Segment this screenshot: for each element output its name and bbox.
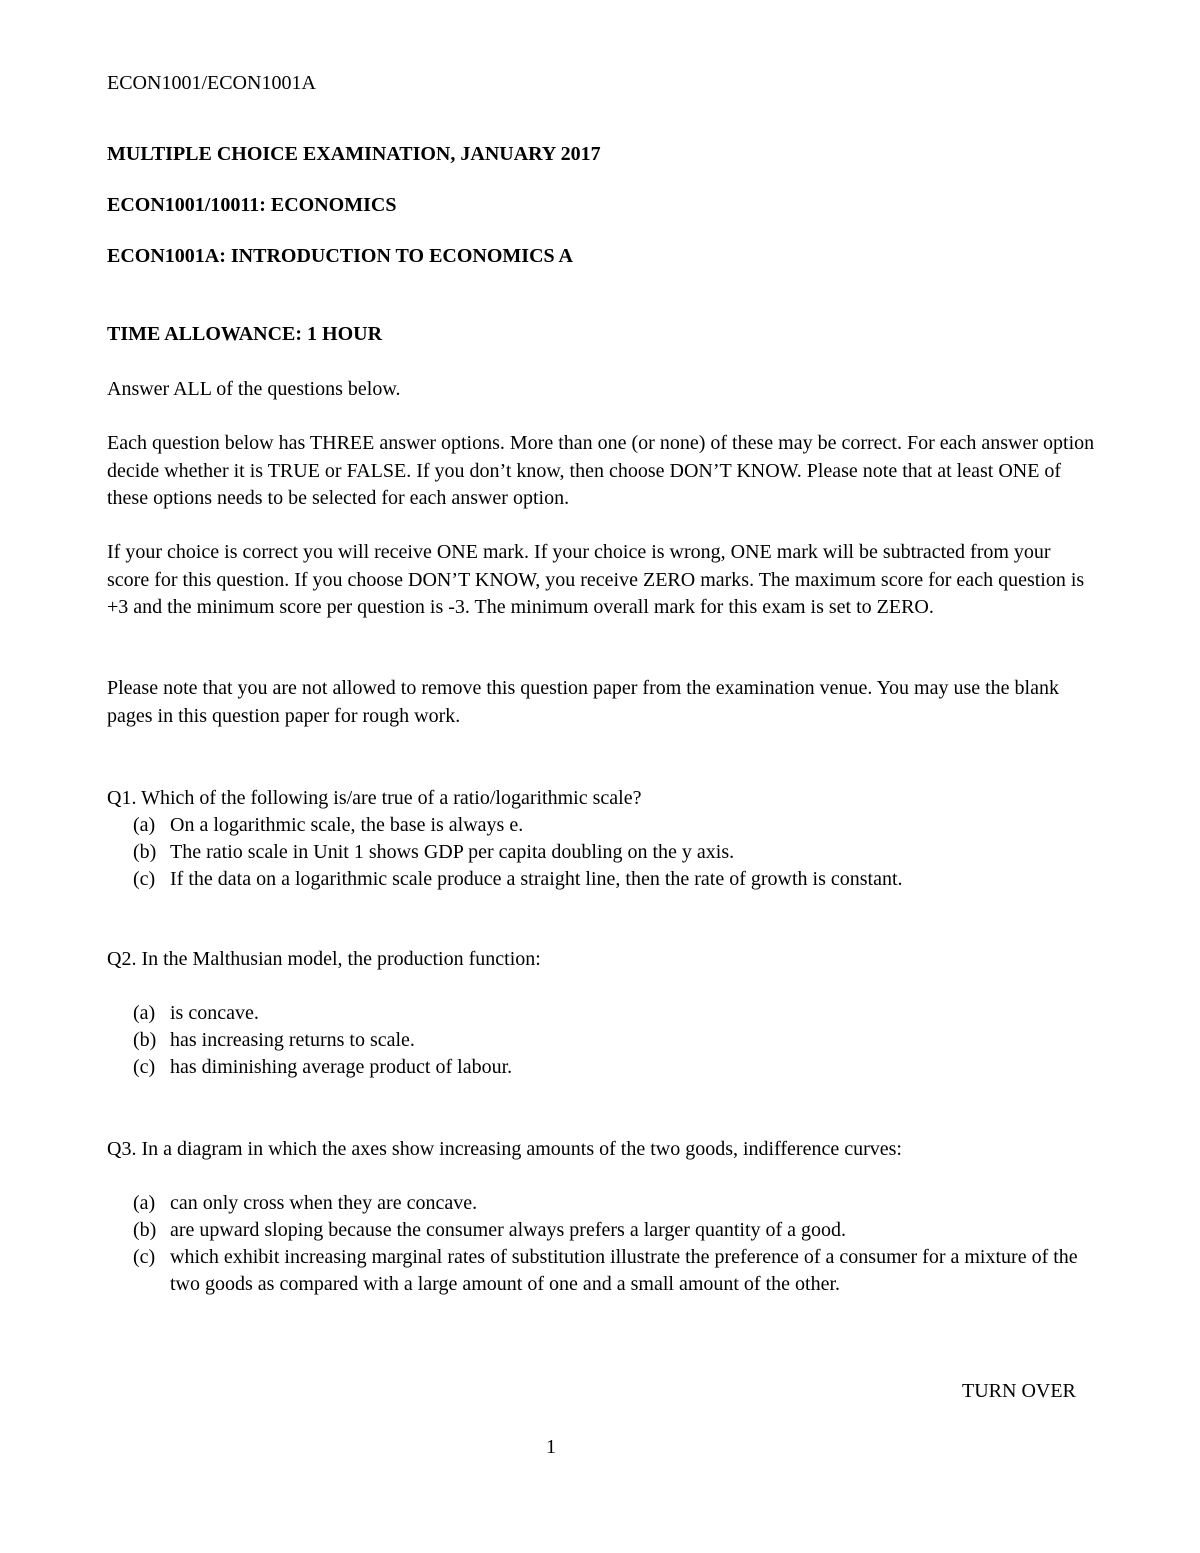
option-letter: (c): [133, 1246, 156, 1268]
time-allowance: TIME ALLOWANCE: 1 HOUR: [107, 323, 383, 345]
option-letter: (b): [133, 1219, 157, 1241]
option-letter: (b): [133, 841, 157, 863]
option-text: is concave.: [170, 1002, 259, 1024]
course-line-intro-economics: ECON1001A: INTRODUCTION TO ECONOMICS A: [107, 245, 573, 267]
question-2-stem: Q2. In the Malthusian model, the production function:: [107, 948, 541, 970]
option-item: [133, 839, 1098, 866]
option-item: [133, 1244, 1098, 1298]
option-item: [133, 1027, 1098, 1054]
option-letter: (c): [133, 1056, 156, 1078]
exam-title: MULTIPLE CHOICE EXAMINATION, JANUARY 2017: [107, 143, 601, 165]
option-text: has increasing returns to scale.: [170, 1029, 415, 1051]
question-2-options: [133, 1000, 1098, 1081]
option-item: [133, 866, 1098, 893]
option-letter: (c): [133, 868, 156, 890]
option-letter: (a): [133, 1192, 156, 1214]
turn-over-label: TURN OVER: [962, 1380, 1076, 1402]
option-text: On a logarithmic scale, the base is always e.: [170, 814, 524, 836]
option-text: If the data on a logarithmic scale produce a straight line, then the rate of growth is constant.: [170, 868, 903, 890]
option-item: [133, 812, 1098, 839]
instruction-venue-rule: Please note that you are not allowed to remove this question paper from the examination venue. You may use the blank pages in this question paper for rough work.: [107, 677, 1059, 727]
option-item: [133, 1190, 1098, 1217]
option-text: can only cross when they are concave.: [170, 1192, 478, 1214]
option-text: has diminishing average product of labour.: [170, 1056, 513, 1078]
course-line-economics: ECON1001/10011: ECONOMICS: [107, 194, 397, 216]
instruction-marking-rule: If your choice is correct you will receive ONE mark. If your choice is wrong, ONE mark will be subtracted from your score for this question. If you choose DON’T KNOW, you receive ZERO marks. The maximum score for each question is +3 and the minimum score per question is -3. The minimum overall mark for this exam is set to ZERO.: [107, 541, 1085, 618]
instruction-options-rule: Each question below has THREE answer options. More than one (or none) of these may be correct. For each answer option decide whether it is TRUE or FALSE. If you don’t know, then choose DON’T KNOW. Please note that at least ONE of these options needs to be selected for each answer option.: [107, 432, 1095, 509]
option-text: which exhibit increasing marginal rates of substitution illustrate the preference of a consumer for a mixture of the two goods as compared with a large amount of one and a small amount of the other.: [170, 1246, 1078, 1295]
option-item: [133, 1217, 1098, 1244]
question-1-stem: Q1. Which of the following is/are true of a ratio/logarithmic scale?: [107, 787, 642, 809]
option-text: The ratio scale in Unit 1 shows GDP per capita doubling on the y axis.: [170, 841, 735, 863]
question-3-stem: Q3. In a diagram in which the axes show increasing amounts of the two goods, indifference curves:: [107, 1138, 902, 1160]
course-code-header: ECON1001/ECON1001A: [107, 72, 316, 94]
option-letter: (a): [133, 1002, 156, 1024]
option-item: [133, 1054, 1098, 1081]
option-letter: (a): [133, 814, 156, 836]
option-text: are upward sloping because the consumer always prefers a larger quantity of a good.: [170, 1219, 847, 1241]
option-letter: (b): [133, 1029, 157, 1051]
option-item: [133, 1000, 1098, 1027]
question-1-options: [133, 812, 1098, 893]
page-number: 1: [546, 1436, 556, 1458]
instruction-answer-all: Answer ALL of the questions below.: [107, 378, 401, 400]
question-3-options: [133, 1190, 1098, 1298]
